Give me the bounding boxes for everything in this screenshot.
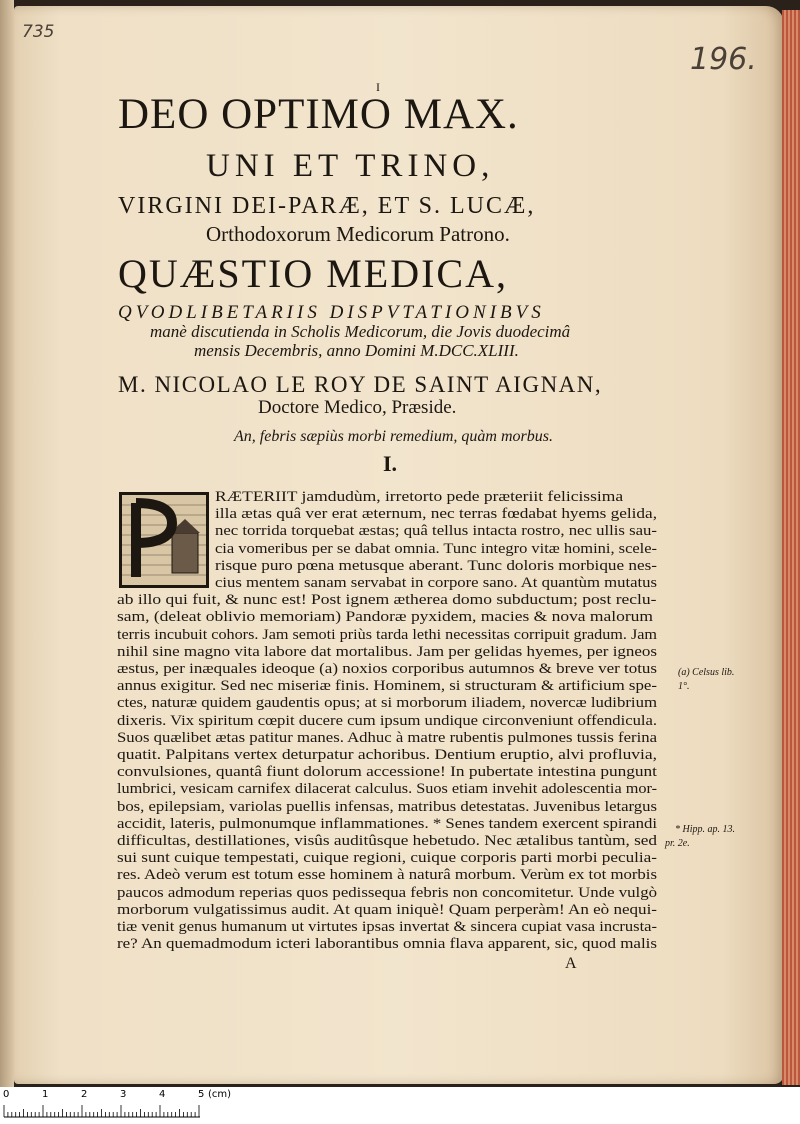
body-line: morborum vulgatissimus audit. At quam iniquè! Quam perperàm! An eò nequi-	[117, 900, 657, 918]
body-line: difficultas, destillationes, visûs auditûsque hebetudo. Nec ætalibus tantùm, sed	[117, 832, 657, 849]
ruler-number: 0	[3, 1089, 10, 1100]
body-line: res. Adeò verum est totum esse hominem à naturâ morbum. Verùm ex tot morbis	[117, 866, 657, 884]
decorated-initial	[119, 492, 209, 588]
body-line: RÆTERIIT jamdudùm, irretorto pede præteriit felicissima	[215, 488, 624, 505]
left-page-edge	[0, 0, 14, 1095]
dedication-line-4: Orthodoxorum Medicorum Patrono.	[206, 222, 510, 246]
catchword: A	[565, 955, 577, 972]
body-line: quatit. Palpitans vertex deturpatur achoribus. Dentium eruptio, alvi profluvia,	[117, 746, 657, 763]
ruler-number: 4	[159, 1089, 166, 1100]
margin-note-a-line-2: 1°.	[678, 681, 690, 692]
margin-note-a-line-1: (a) Celsus lib.	[678, 667, 735, 678]
margin-note-b-line-1: * Hipp. ap. 13.	[675, 824, 735, 835]
disputation-line-1: QVODLIBETARIIS DISPVTATIONIBVS	[118, 302, 545, 323]
body-line: terris incubuit cohors. Jam semoti priùs tarda lethi necessitas corripuit gradum. Jam	[117, 625, 657, 643]
body-line: cius mentem sanam servabat in corpore sano. At quantùm mutatus	[215, 574, 657, 591]
initial-letter-p-icon	[122, 495, 206, 585]
body-line: risque puro pœna metusque aberant. Tunc doloris morbique nes-	[215, 556, 657, 574]
ruler-number: 5	[198, 1089, 205, 1100]
dedication-line-3: VIRGINI DEI-PARÆ, ET S. LUCÆ,	[118, 193, 536, 219]
body-line: paucos admodum reperias quos pedissequa febris non concomitetur. Unde vulgò	[117, 883, 657, 901]
question-statement: An, febris sæpiùs morbi remedium, quàm morbus.	[234, 428, 553, 445]
body-line: Suos quælibet ætas patitur manes. Adhuc à matre rubentis pulmones tussis ferina	[117, 728, 657, 746]
disputation-line-2: manè discutienda in Scholis Medicorum, die Jovis duodecimâ	[150, 322, 571, 341]
signature-mark: I	[376, 80, 380, 94]
ruler-number: 1	[42, 1089, 49, 1100]
ruler-number: 2	[81, 1089, 88, 1100]
ruler-unit: (cm)	[208, 1089, 232, 1100]
pencil-folio-left: 735	[22, 22, 55, 42]
body-line: tiæ venit genus humanum ut virtutes ipsas invertat & sincera cupiat vasa incrusta-	[117, 918, 657, 935]
body-line: illa ætas quâ ver erat æternum, nec terras fœdabat hyems gelida,	[215, 505, 657, 523]
scale-ruler	[0, 1087, 800, 1124]
disputation-line-3: mensis Decembris, anno Domini M.DCC.XLIII.	[194, 341, 519, 360]
ruler-ticks	[0, 1087, 230, 1124]
body-line: re? An quemadmodum icteri laborantibus omnia flava apparent, sic, quod malis	[117, 935, 657, 953]
body-line: dixeris. Vix spiritum cœpit ducere cum ipsum undique circonveniunt offendicula.	[117, 711, 657, 729]
body-line: ab illo qui fuit, & nunc est! Post ignem ætherea domo subductum; post reclu-	[117, 591, 657, 609]
dedication-title: DEO OPTIMO MAX.	[118, 91, 519, 138]
body-line: sam, (deleat oblivio memoriam) Pandoræ pyxidem, macies & nova malorum	[117, 608, 653, 626]
body-line: accidit, lateris, pulmonumque inflammationes. * Senes tandem exercent spirandi	[117, 814, 657, 832]
praeses-title: Doctore Medico, Præside.	[258, 397, 457, 418]
pencil-folio-right: 196.	[690, 42, 757, 77]
question-heading: QUÆSTIO MEDICA,	[118, 251, 508, 296]
body-line: æstus, per inæquales ideoque (a) noxios corporibus autumnos & breve ver totus	[117, 660, 657, 677]
body-line: sui sunt cuique tempestati, cuique regioni, cuique corporis parti morbi peculia-	[117, 849, 657, 867]
body-line: nec torrida torquebat æstas; quâ tellus intacta rostro, nec ullis sau-	[215, 522, 657, 540]
page-edges-right	[782, 10, 800, 1085]
praeses-name: M. NICOLAO LE ROY DE SAINT AIGNAN,	[118, 372, 603, 397]
body-line: cia vomeribus per se dabat omnia. Tunc integro vitæ homini, scele-	[215, 539, 657, 557]
body-line: lumbrici, vesicam carnifex dilacerat calculus. Suos etiam invehit adolescentia mor-	[117, 780, 657, 798]
body-line: nihil sine magno vita labore dat mortalibus. Jam per gelidas hyemes, per igneos	[117, 642, 657, 660]
body-line: annus exigitur. Sed nec miseriæ finis. Hominem, si structuram & artificium spe-	[117, 677, 657, 695]
body-line: ctes, naturæ quidem gaudentis opus; at si morborum iliadem, novercæ ludibrium	[117, 694, 657, 712]
margin-note-b-line-2: pr. 2e.	[665, 838, 690, 849]
section-numeral: I.	[383, 451, 398, 476]
dedication-line-2: UNI ET TRINO,	[206, 148, 495, 184]
ruler-number: 3	[120, 1089, 127, 1100]
body-line: convulsiones, quantâ fiunt dolorum accessione! In pubertate intestina pungunt	[117, 763, 657, 781]
body-line: bos, epilepsiam, variolas puellis infensas, matribus detestatas. Juvenibus letargus	[117, 797, 657, 815]
